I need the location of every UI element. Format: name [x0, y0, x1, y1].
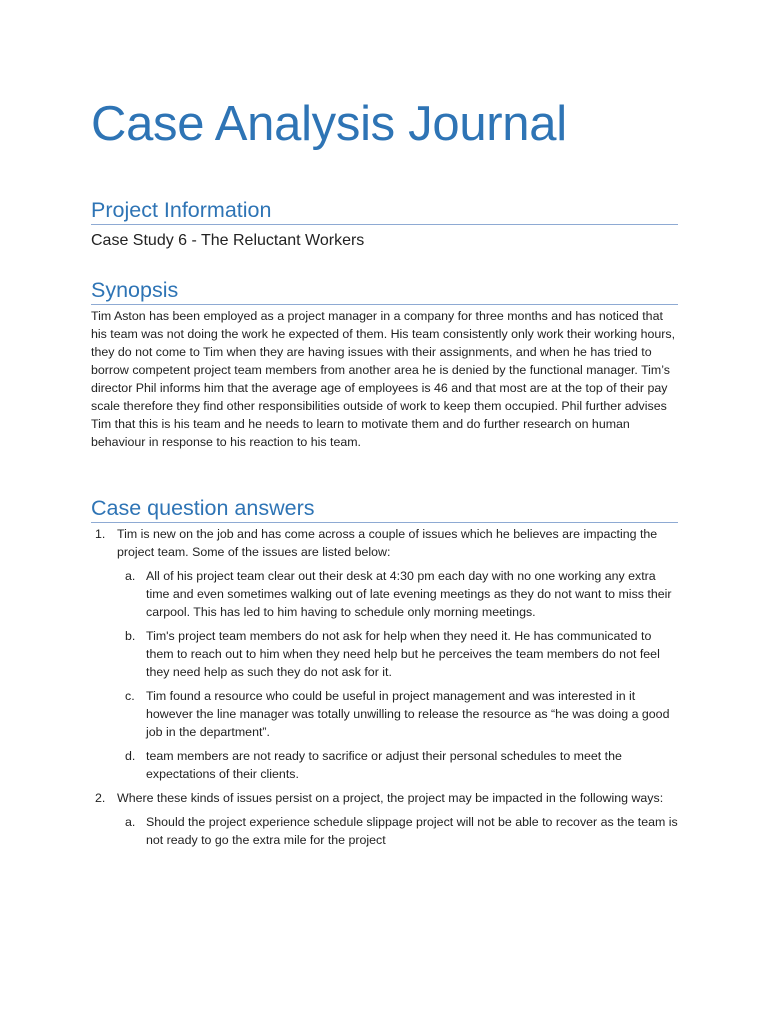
- list-letter: c.: [125, 689, 135, 703]
- synopsis-text: Tim Aston has been employed as a project manager in a company for three months and has noticed that his team was not doing the work he expected of them. His team consistently only work their working hours, they do not come to Tim when they are having issues with their assignments, and when he has tried to borrow competent project team members from another area he is denied by the functional manager. Tim’s director Phil informs him that the average age of employees is 46 and that most are at the top of their pay scale therefore they find other responsibilities outside of work to keep them occupied. Phil further advises Tim that this is his team and he needs to learn to motivate them and do further research on human behaviour in response to his reaction to his team.: [91, 309, 676, 449]
- case-questions-heading: Case question answers: [91, 494, 678, 523]
- sub-item-d: [117, 747, 678, 783]
- sub-item-text: All of his project team clear out their desk at 4:30 pm each day with no one working any extra time and even sometimes walking out of late evening meetings as they do not want to miss their carpool. This has led to him having to schedule only morning meetings.: [146, 569, 672, 619]
- sub-item-text: Should the project experience schedule slippage project will not be able to recover as the team is not ready to go the extra mile for the project: [146, 815, 678, 847]
- case-study-title: Case Study 6 - The Reluctant Workers: [91, 232, 365, 249]
- answer-item-2: [91, 789, 678, 849]
- sub-item-a: [117, 567, 678, 621]
- answer-text: Where these kinds of issues persist on a project, the project may be impacted in the following ways:: [117, 791, 664, 805]
- sub-item-text: Tim found a resource who could be useful in project management and was interested in it however the line manager was totally unwilling to release the resource as “he was doing a good job in the department”.: [146, 689, 670, 739]
- list-letter: a.: [125, 569, 136, 583]
- answer-text: Tim is new on the job and has come across a couple of issues which he believes are impacting the project team. Some of the issues are listed below:: [117, 527, 658, 559]
- list-number: 2.: [95, 791, 106, 805]
- case-questions-section: [91, 494, 678, 855]
- sub-item-a: [117, 813, 678, 849]
- document-title: Case Analysis Journal: [91, 97, 567, 151]
- project-information-section: [91, 196, 678, 251]
- synopsis-heading: Synopsis: [91, 276, 678, 305]
- sub-list: [117, 813, 678, 849]
- sub-item-b: [117, 627, 678, 681]
- answers-list: [91, 525, 678, 849]
- sub-item-text: Tim's project team members do not ask for help when they need it. He has communicated to them to reach out to him when they need help but he perceives the team members do not feel they need help as such they do not ask for it.: [146, 629, 660, 679]
- answer-item-1: [91, 525, 678, 783]
- sub-item-text: team members are not ready to sacrifice or adjust their personal schedules to meet the expectations of their clients.: [146, 749, 622, 781]
- list-letter: b.: [125, 629, 136, 643]
- list-letter: a.: [125, 815, 136, 829]
- sub-item-c: [117, 687, 678, 741]
- list-number: 1.: [95, 527, 106, 541]
- sub-list: [117, 567, 678, 783]
- project-information-heading: Project Information: [91, 196, 678, 225]
- list-letter: d.: [125, 749, 136, 763]
- synopsis-section: [91, 276, 678, 451]
